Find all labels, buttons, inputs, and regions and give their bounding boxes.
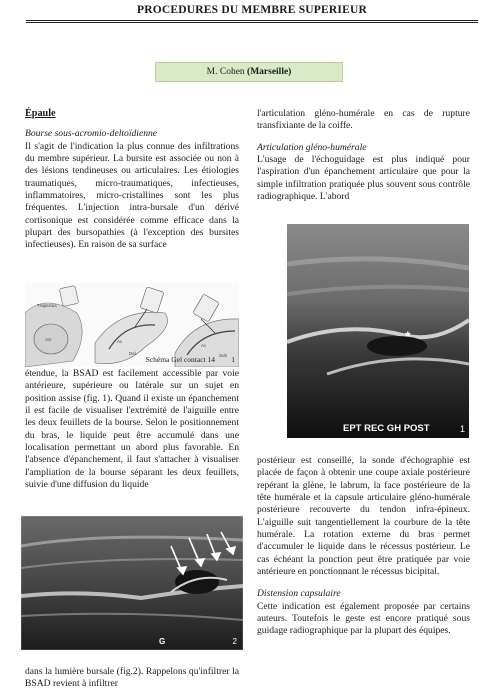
paragraph-abord-posterieur: postérieur est conseillé, la sonde d'échographie est placée de façon à obtenir une coupe axiale postérieure repérant la glène, le labrum, la face postérieure de la tête humérale et la capsule articulaire gléno-humérale postérieure recouverte du tendon infra-épineux. L'aiguille suit tangentiellement la courbure de la tête humérale. La rotation externe du bras permet d'accumuler le liquide dans le récessus postérieur. Le cas échéant la ponction peut être pratiquée par voie antérieure en ponctionnant le récessus bicipital.	[257, 455, 470, 578]
schema-label-2: Ac	[117, 339, 123, 344]
author-name: M. Cohen	[206, 67, 245, 77]
author-affiliation: (Marseille)	[247, 67, 292, 77]
figure-1-schema	[25, 283, 239, 367]
figure-3-label: EPT REC GH POST	[343, 423, 430, 434]
ultrasound-image-2	[21, 516, 243, 650]
paragraph-echoguidage: L'usage de l'échoguidage est plus indiqué pour l'aspiration d'un épanchement articulaire que pour la simple infiltration pratiquée plus souvent sous contrôle radiographique. L'abord	[257, 154, 470, 203]
right-column-top	[257, 108, 470, 203]
left-column-middle	[25, 368, 239, 491]
figure-2-ultrasound	[21, 516, 243, 650]
figure-3-number: 1	[459, 424, 465, 434]
page-title: PROCEDURES DU MEMBRE SUPERIEUR	[137, 4, 367, 16]
figure-1-caption: Schéma Gel contact 14	[145, 355, 215, 364]
schema-label-4: Ac	[201, 343, 207, 348]
header-rule	[26, 19, 478, 23]
subheading-bsad: Bourse sous-acromio-deltoïdienne	[25, 128, 158, 140]
schema-label-0: Trapezius	[37, 303, 57, 308]
schema-label-1: Acr	[45, 337, 52, 342]
right-column-bottom	[257, 455, 470, 638]
left-column-top	[25, 108, 239, 252]
schema-label-5: Sub	[219, 353, 228, 358]
paragraph-bsad-intro: Il s'agit de l'indication la plus connue des infiltrations du membre supérieur. La bursite est associée ou non à des lésions tendineuses ou articulaires. Les étiologies traumatiques, micro-traumatiques, infectieuses, inflammatoires, micro-cristallines sont les plus fréquentes. L'injection intra-bursale d'un dérivé cortisonique est considérée comme efficace dans la plupart des bursopathies (à l'exception des bursites infectieuses). En raison de sa surface	[25, 140, 239, 251]
figure-3-ultrasound	[287, 224, 469, 438]
paragraph-distension: Cette indication est également proposée par certains auteurs. Toutefois le geste est encore pratiqué sous guidage radiographique par la plupart des équipes.	[257, 600, 470, 637]
paragraph-bsad-conclusion: dans la lumière bursale (fig.2). Rappelons qu'infiltrer la BSAD revient à infiltrer	[25, 666, 239, 690]
section-heading-epaule: Épaule	[25, 108, 56, 119]
paragraph-coiffe: l'articulation gléno-humérale en cas de rupture transfixiante de la coiffe.	[257, 108, 470, 132]
paragraph-bsad-access: étendue, la BSAD est facilement accessible par voie antérieure, supérieure ou latérale sur un sujet en position assise (fig. 1). Quand il existe un épanchement il est facile de visualiser l'extrémité de l'aiguille entre les deux feuillets de la bourse. Selon le positionnement du bras, le liquide peut être accumulé dans une localisation permettant un abord plus favorable. En l'absence d'épanchement, il faut s'attacher à visualiser l'ampliation de la bourse séparant les deux feuillets, suivie d'une diffusion du liquide	[25, 368, 239, 491]
subheading-distension: Distension capsulaire	[257, 588, 341, 600]
figure-2-number: 2	[232, 637, 237, 646]
ultrasound-image-3	[287, 224, 469, 438]
figure-2-letter: G	[159, 637, 166, 646]
schema-label-3: Del	[129, 351, 136, 356]
figure-3-star-marker: *	[405, 328, 411, 344]
left-column-bottom	[25, 666, 239, 691]
figure-1-number: 1	[231, 355, 235, 364]
page-header	[26, 0, 478, 21]
subheading-gleno-humerale: Articulation gléno-humérale	[257, 141, 367, 153]
author-box	[155, 62, 343, 82]
